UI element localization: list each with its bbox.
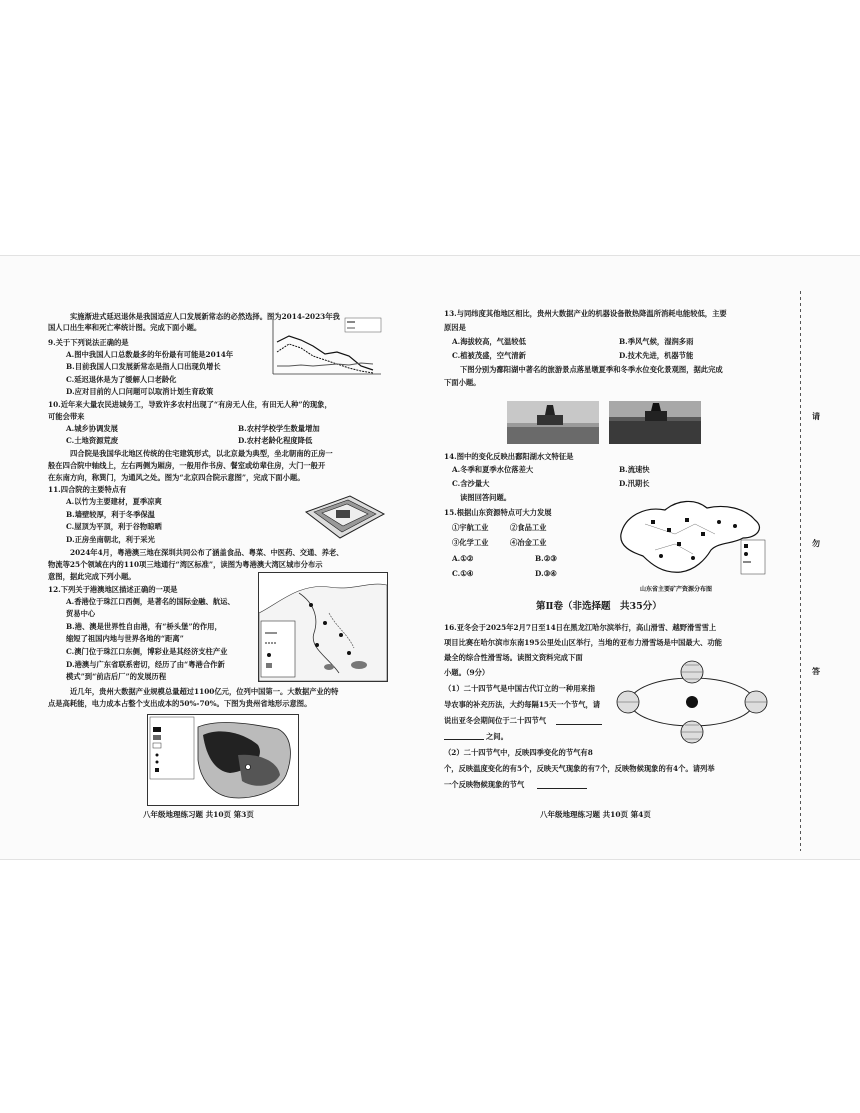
instruction: 读图回答问题。 xyxy=(460,493,512,502)
question-text: 项目比赛在哈尔滨市东南195公里处山区举行，当地的亚布力滑雪场是中国最大、功能 xyxy=(444,638,722,647)
question-text: 之间。 xyxy=(486,732,508,741)
guizhou-terrain-map xyxy=(147,714,299,806)
question-16: 16.亚冬会于2025年2月7日至14日在黑龙江哈尔滨举行，高山滑雪、越野滑雪雪上 xyxy=(444,623,717,632)
lake-photo-winter xyxy=(609,401,701,444)
question-text: 导农事的补充历法，大约每隔15天一个节气，请 xyxy=(444,700,601,709)
option: A.①② xyxy=(452,554,474,563)
option: C.①④ xyxy=(452,569,474,578)
intro-text: 实施渐进式延迟退休是我国适应人口发展新常态的必然选择。图为2014-2023年我 xyxy=(70,312,340,321)
option: ①宇航工业 xyxy=(452,523,489,532)
option: D.汛期长 xyxy=(619,479,650,488)
intro-text: 在东南方向，称巽门，为通风之处。图为“北京四合院示意图”，完成下面小题。 xyxy=(48,473,305,482)
sub-question-1: （1）二十四节气是中国古代订立的一种用来指 xyxy=(444,684,596,693)
option: A.香港位于珠江口西侧，是著名的国际金融、航运、 xyxy=(66,597,235,606)
option: B.港、澳是世界性自由港，有“桥头堡”的作用， xyxy=(66,622,222,631)
option: D.港澳与广东省联系密切，经历了由“粤港合作新 xyxy=(66,660,225,669)
option: 模式”到“前店后厂”的发展历程 xyxy=(66,672,167,681)
option: D.正房坐南朝北，利于采光 xyxy=(66,535,155,544)
question-text: 一个反映物候现象的节气 xyxy=(444,780,525,789)
answer-blank[interactable] xyxy=(444,731,484,740)
question-11: 11.四合院的主要特点有 xyxy=(48,485,127,494)
option: D.农村老龄化程度降低 xyxy=(238,436,313,445)
option: D.技术先进，机器节能 xyxy=(619,351,694,360)
margin-char: 答 xyxy=(812,666,820,676)
answer-blank[interactable] xyxy=(556,716,602,725)
lake-photo-summer xyxy=(507,401,599,444)
binding-line xyxy=(800,291,801,851)
exam-sheet xyxy=(0,255,860,860)
question-13: 13.与同纬度其他地区相比，贵州大数据产业的机器设备散热降温所消耗电能较低，主要 xyxy=(444,309,727,318)
option: ②食品工业 xyxy=(510,523,547,532)
answer-blank[interactable] xyxy=(537,780,587,789)
section-title: 第Ⅱ卷（非选择题 共35分） xyxy=(536,601,662,612)
option: C.植被茂盛，空气清新 xyxy=(452,351,526,360)
intro-text: 下面小题。 xyxy=(444,378,481,387)
page-footer: 八年级地理练习题 共10页 第3页 xyxy=(143,810,254,819)
question-text: 个，反映温度变化的有5个，反映天气现象的有7个，反映物候现象的有4个。请列举 xyxy=(444,764,715,773)
siheyuan-illustration xyxy=(300,492,386,542)
option: A.图中我国人口总数最多的年份最有可能是2014年 xyxy=(66,350,234,359)
question-14: 14.图中的变化反映出鄱阳湖水文特征是 xyxy=(444,452,574,461)
option: C.土地资源荒废 xyxy=(66,436,119,445)
question-10: 10.近年来大量农民进城务工，导致许多农村出现了“有房无人住，有田无人种”的现象， xyxy=(48,400,332,409)
option: A.城乡协调发展 xyxy=(66,424,118,433)
option: 贸易中心 xyxy=(66,609,96,618)
option: C.屋顶为平顶，利于谷物晾晒 xyxy=(66,522,162,531)
intro-text: 般在四合院中轴线上，左右两侧为厢房，一般用作书房、餐室或幼辈住房，大门一般开 xyxy=(48,461,326,470)
intro-text: 四合院是我国华北地区传统的住宅建筑形式，以北京最为典型，坐北朝南的正房一 xyxy=(70,449,333,458)
question-text: 小题。（9分） xyxy=(444,668,490,677)
option: C.延迟退休是为了缓解人口老龄化 xyxy=(66,375,177,384)
intro-text: 下图分别为鄱阳湖中著名的旅游景点落星墩夏季和冬季水位变化景观图，据此完成 xyxy=(460,365,723,374)
question-9: 9.关于下列说法正确的是 xyxy=(48,338,129,347)
margin-char: 请 xyxy=(812,411,820,421)
intro-text: 物流等25个领域在内的110项三地通行“湾区标准”，读图为粤港澳大湾区城市分布示 xyxy=(48,560,323,569)
option: B.农村学校学生数量增加 xyxy=(238,424,320,433)
option: B.目前我国人口发展新常态是指人口出现负增长 xyxy=(66,362,221,371)
question-text: 说出亚冬会期间位于二十四节气 xyxy=(444,716,547,725)
option: B.流速快 xyxy=(619,465,650,474)
page-footer: 八年级地理练习题 共10页 第4页 xyxy=(540,810,651,819)
question-text: 原因是 xyxy=(444,323,466,332)
map-caption: 山东省主要矿产资源分布图 xyxy=(640,586,713,593)
shandong-mineral-map xyxy=(615,494,768,584)
birth-death-rate-chart xyxy=(265,316,385,381)
option: ④冶金工业 xyxy=(510,538,547,547)
intro-text: 点是高耗能，电力成本占整个支出成本的50%-70%。下图为贵州省地形示意图。 xyxy=(48,699,312,708)
intro-text: 近几年，贵州大数据产业规模总量超过1100亿元，位列中国第一。大数据产业的特 xyxy=(70,687,339,696)
question-12: 12.下列关于港澳地区描述正确的一项是 xyxy=(48,585,178,594)
option: A.海拔较高，气温较低 xyxy=(452,337,526,346)
option: C.澳门位于珠江口东侧，博彩业是其经济支柱产业 xyxy=(66,647,228,656)
option: D.③④ xyxy=(535,569,557,578)
margin-char: 勿 xyxy=(812,538,820,548)
option: ③化学工业 xyxy=(452,538,489,547)
option: 缩短了祖国内地与世界各地的“距离” xyxy=(66,634,184,643)
intro-text: 意图，据此完成下列小题。 xyxy=(48,572,136,581)
earth-orbit-diagram xyxy=(614,654,770,752)
option: A.冬季和夏季水位落差大 xyxy=(452,465,534,474)
greater-bay-area-map xyxy=(258,572,388,682)
option: C.含沙量大 xyxy=(452,479,490,488)
option: B.墙壁较厚，利于冬季保温 xyxy=(66,510,155,519)
question-text: 最全的综合性滑雪场。读图文资料完成下面 xyxy=(444,653,583,662)
sub-question-2: （2）二十四节气中，反映四季变化的节气有8 xyxy=(444,748,593,757)
question-15: 15.根据山东资源特点可大力发展 xyxy=(444,508,552,517)
option: D.应对目前的人口问题可以取消计划生育政策 xyxy=(66,387,214,396)
question-text: 可能会带来 xyxy=(48,412,85,421)
intro-text: 国人口出生率和死亡率统计图。完成下面小题。 xyxy=(48,323,202,332)
option: A.以竹为主要建材，夏季凉爽 xyxy=(66,497,162,506)
option: B.季风气候，湿润多雨 xyxy=(619,337,694,346)
intro-text: 2024年4月，粤港澳三地在深圳共同公布了涵盖食品、粤菜、中医药、交通、养老、 xyxy=(70,548,344,557)
option: B.②③ xyxy=(535,554,557,563)
